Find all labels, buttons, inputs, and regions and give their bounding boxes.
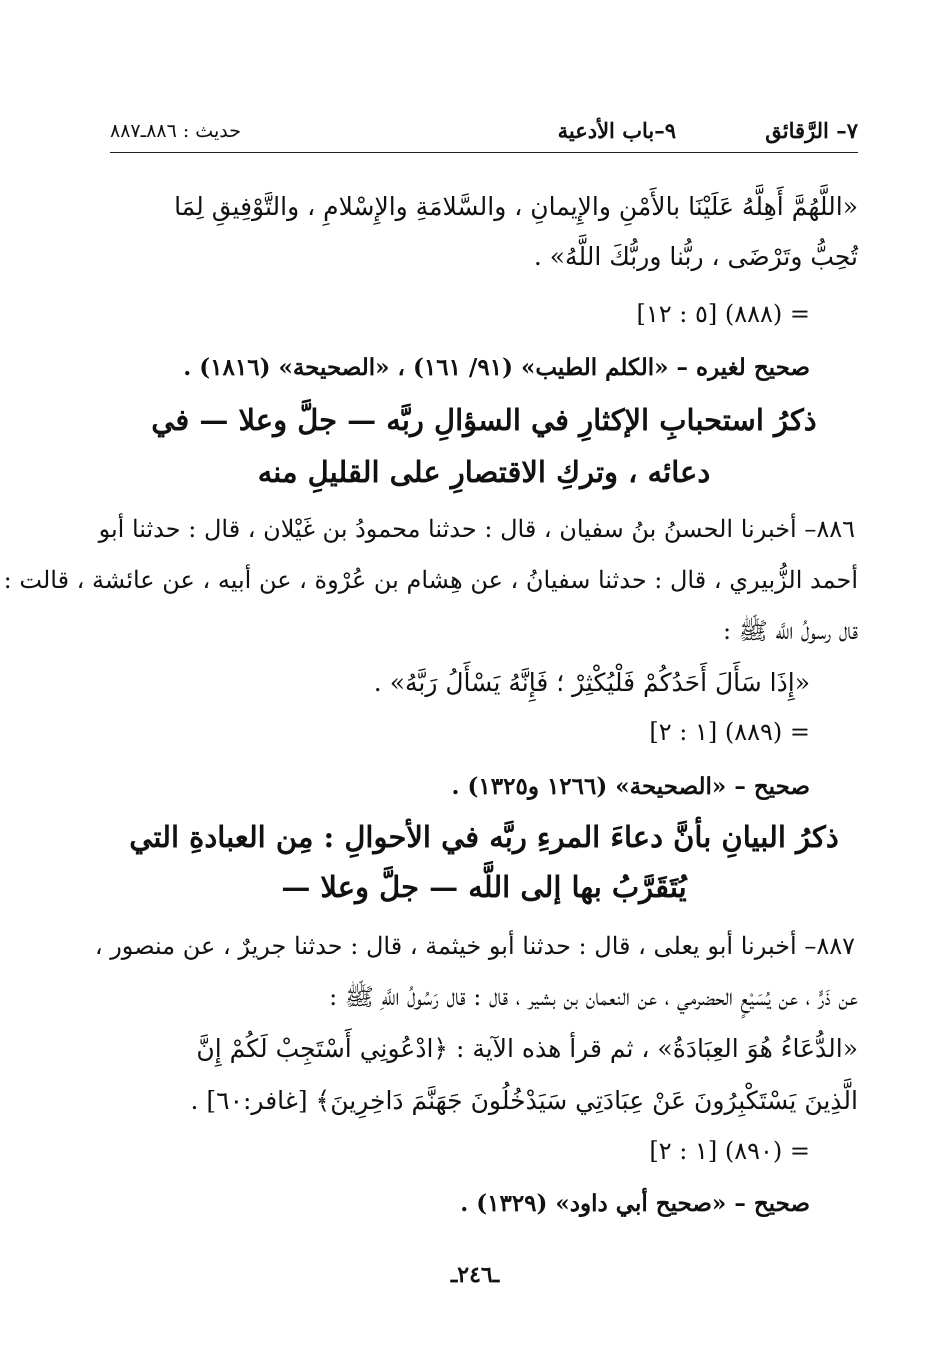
running-header: [110, 112, 858, 148]
text-line: تُحِبُّ وتَرْضَى ، ربُّنا وربُّكَ اللَّهُ» .: [533, 242, 858, 271]
chapter-heading: يُتَقَرَّبُ بها إلى اللَّه — جلَّ وعلا —: [281, 870, 687, 904]
reference-line: = (٨٩٠) [١ : ٢]: [649, 1137, 810, 1165]
text-line: ٨٨٧– أخبرنا أبو يعلى ، قال : حدثنا أبو خيثمة ، قال : حدثنا جريرٌ ، عن منصور ،: [94, 932, 855, 960]
reference-line: = (٨٨٩) [١ : ٢]: [649, 718, 810, 746]
text-line: عن ذَرٍّ ، عن يُسَيْعٍ الحضرمي ، عن النعمان بن بشير ، قال : قال رَسُولُ اللَّهِ ﷺ :: [329, 983, 858, 1011]
hadith-text: «الدُّعَاءُ هُوَ العِبَادَةُ» ، ثم قرأ هذه الآية : ﴿ادْعُونِي أَسْتَجِبْ لَكُمْ إِنَّ: [196, 1034, 858, 1063]
chapter-heading: ذكرُ استحبابِ الإكثارِ في السؤالِ ربَّه — جلَّ وعلا — في: [151, 403, 817, 437]
page-number: ـ٢٤٦ـ: [450, 1262, 500, 1288]
section-title: ٩–باب الأدعية: [557, 118, 676, 143]
reference-line: = (٨٨٨) [٥ : ١٢]: [636, 300, 810, 328]
hadith-text: «إِذَا سَأَلَ أَحَدُكُمْ فَلْيُكْثِرْ ؛ فَإِنَّهُ يَسْأَلُ رَبَّهُ» .: [373, 668, 810, 697]
text-line: أحمد الزُّبيري ، قال : حدثنا سفيانُ ، عن هِشام بن عُرْوة ، عن أبيه ، عن عائشة ، قالت :: [3, 566, 858, 594]
chapter-heading: ذكرُ البيانِ بأنَّ دعاءَ المرءِ ربَّه في الأحوالِ : مِن العبادةِ التي: [129, 820, 839, 854]
hadith-text: الَّذِينَ يَسْتَكْبِرُونَ عَنْ عِبَادَتِي سَيَدْخُلُونَ جَهَنَّمَ دَاخِرِينَ﴾ [غافر:٦٠] .: [190, 1086, 858, 1115]
grading-line: صحيح – «الصحيحة» (١٢٦٦ و١٣٢٥) .: [451, 773, 810, 800]
grading-line: صحيح – «صحيح أبي داود» (١٣٢٩) .: [460, 1190, 810, 1217]
hadith-range: حديث : ٨٨٦ـ٨٨٧: [110, 120, 241, 142]
text-line: قال رسولُ اللَّه ﷺ :: [723, 617, 858, 645]
grading-line: صحيح لغيره – «الكلم الطيب» (٩١/ ١٦١) ، «الصحيحة» (١٨١٦) .: [183, 354, 810, 381]
header-rule: [110, 152, 858, 153]
chapter-title: ٧– الرَّقائق: [765, 118, 858, 143]
text-line: «اللَّهُمَّ أَهِلَّهُ عَلَيْنَا بالأَمْنِ والإِيمانِ ، والسَّلامَةِ والإِسْلامِ ، والتَّوْفِيقِ لِمَا: [174, 192, 858, 221]
chapter-heading: دعائه ، وتركِ الاقتصارِ على القليلِ منه: [257, 455, 711, 489]
text-line: ٨٨٦– أخبرنا الحسنُ بنُ سفيان ، قال : حدثنا محمودُ بن غَيْلان ، قال : حدثنا أبو: [98, 515, 855, 543]
